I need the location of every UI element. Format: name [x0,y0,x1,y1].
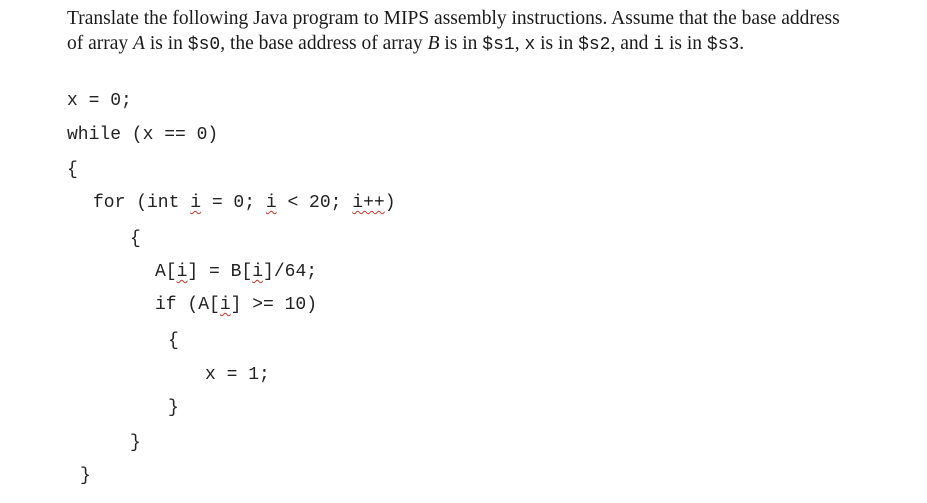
code-token: for (int [93,193,191,213]
code-token-increment: i++ [352,193,385,213]
code-token: ] >= 10) [230,295,318,315]
variable-x: x [524,35,536,55]
prompt-text: Translate the following Java program to MIPS assembly instructions. Assume that the base address [67,8,840,29]
code-token: ]/64; [263,262,318,282]
code-line-brace-close: } [168,398,179,418]
prompt-text: is in [439,33,483,54]
prompt-text: is in [664,33,707,54]
array-b-name: B [427,33,440,54]
register-s3: $s3 [706,35,740,55]
code-line-brace-close: } [130,433,141,453]
code-line-brace-open: { [168,331,179,351]
code-token: ] = B[ [187,262,253,282]
code-line-for [93,192,396,214]
register-s1: $s1 [482,35,515,55]
prompt-text: . [739,33,745,54]
problem-statement [67,6,907,58]
register-s0: $s0 [187,35,221,55]
register-s2: $s2 [578,35,611,55]
code-token-var-i: i [252,262,264,282]
code-token: if (A[ [155,295,220,315]
prompt-text: , the base address of array [220,33,428,54]
code-line-brace-close: } [80,466,91,486]
code-token: A[ [155,262,177,282]
code-token-var-i: i [265,193,277,213]
variable-i: i [653,35,665,55]
prompt-text: is in [144,33,188,54]
array-a-name: A [133,33,145,54]
code-line-assign [155,261,317,283]
prompt-text: is in [535,33,579,54]
code-line-brace-open: { [130,229,141,249]
code-token-var-i: i [176,262,188,282]
code-token-var-i: i [219,295,231,315]
prompt-text: of array [67,33,134,54]
code-line-init-x: x = 0; [67,91,132,111]
prompt-text: , and [610,33,654,54]
code-token: < 20; [276,193,353,213]
code-token: ) [384,193,396,213]
code-line-if [155,294,317,316]
code-line-brace-open: { [67,160,78,180]
code-token-var-i: i [190,193,202,213]
code-token: = 0; [201,193,266,213]
code-line-while: while (x == 0) [67,125,219,145]
code-line-set-x: x = 1; [205,365,270,385]
prompt-text: , [514,33,525,54]
